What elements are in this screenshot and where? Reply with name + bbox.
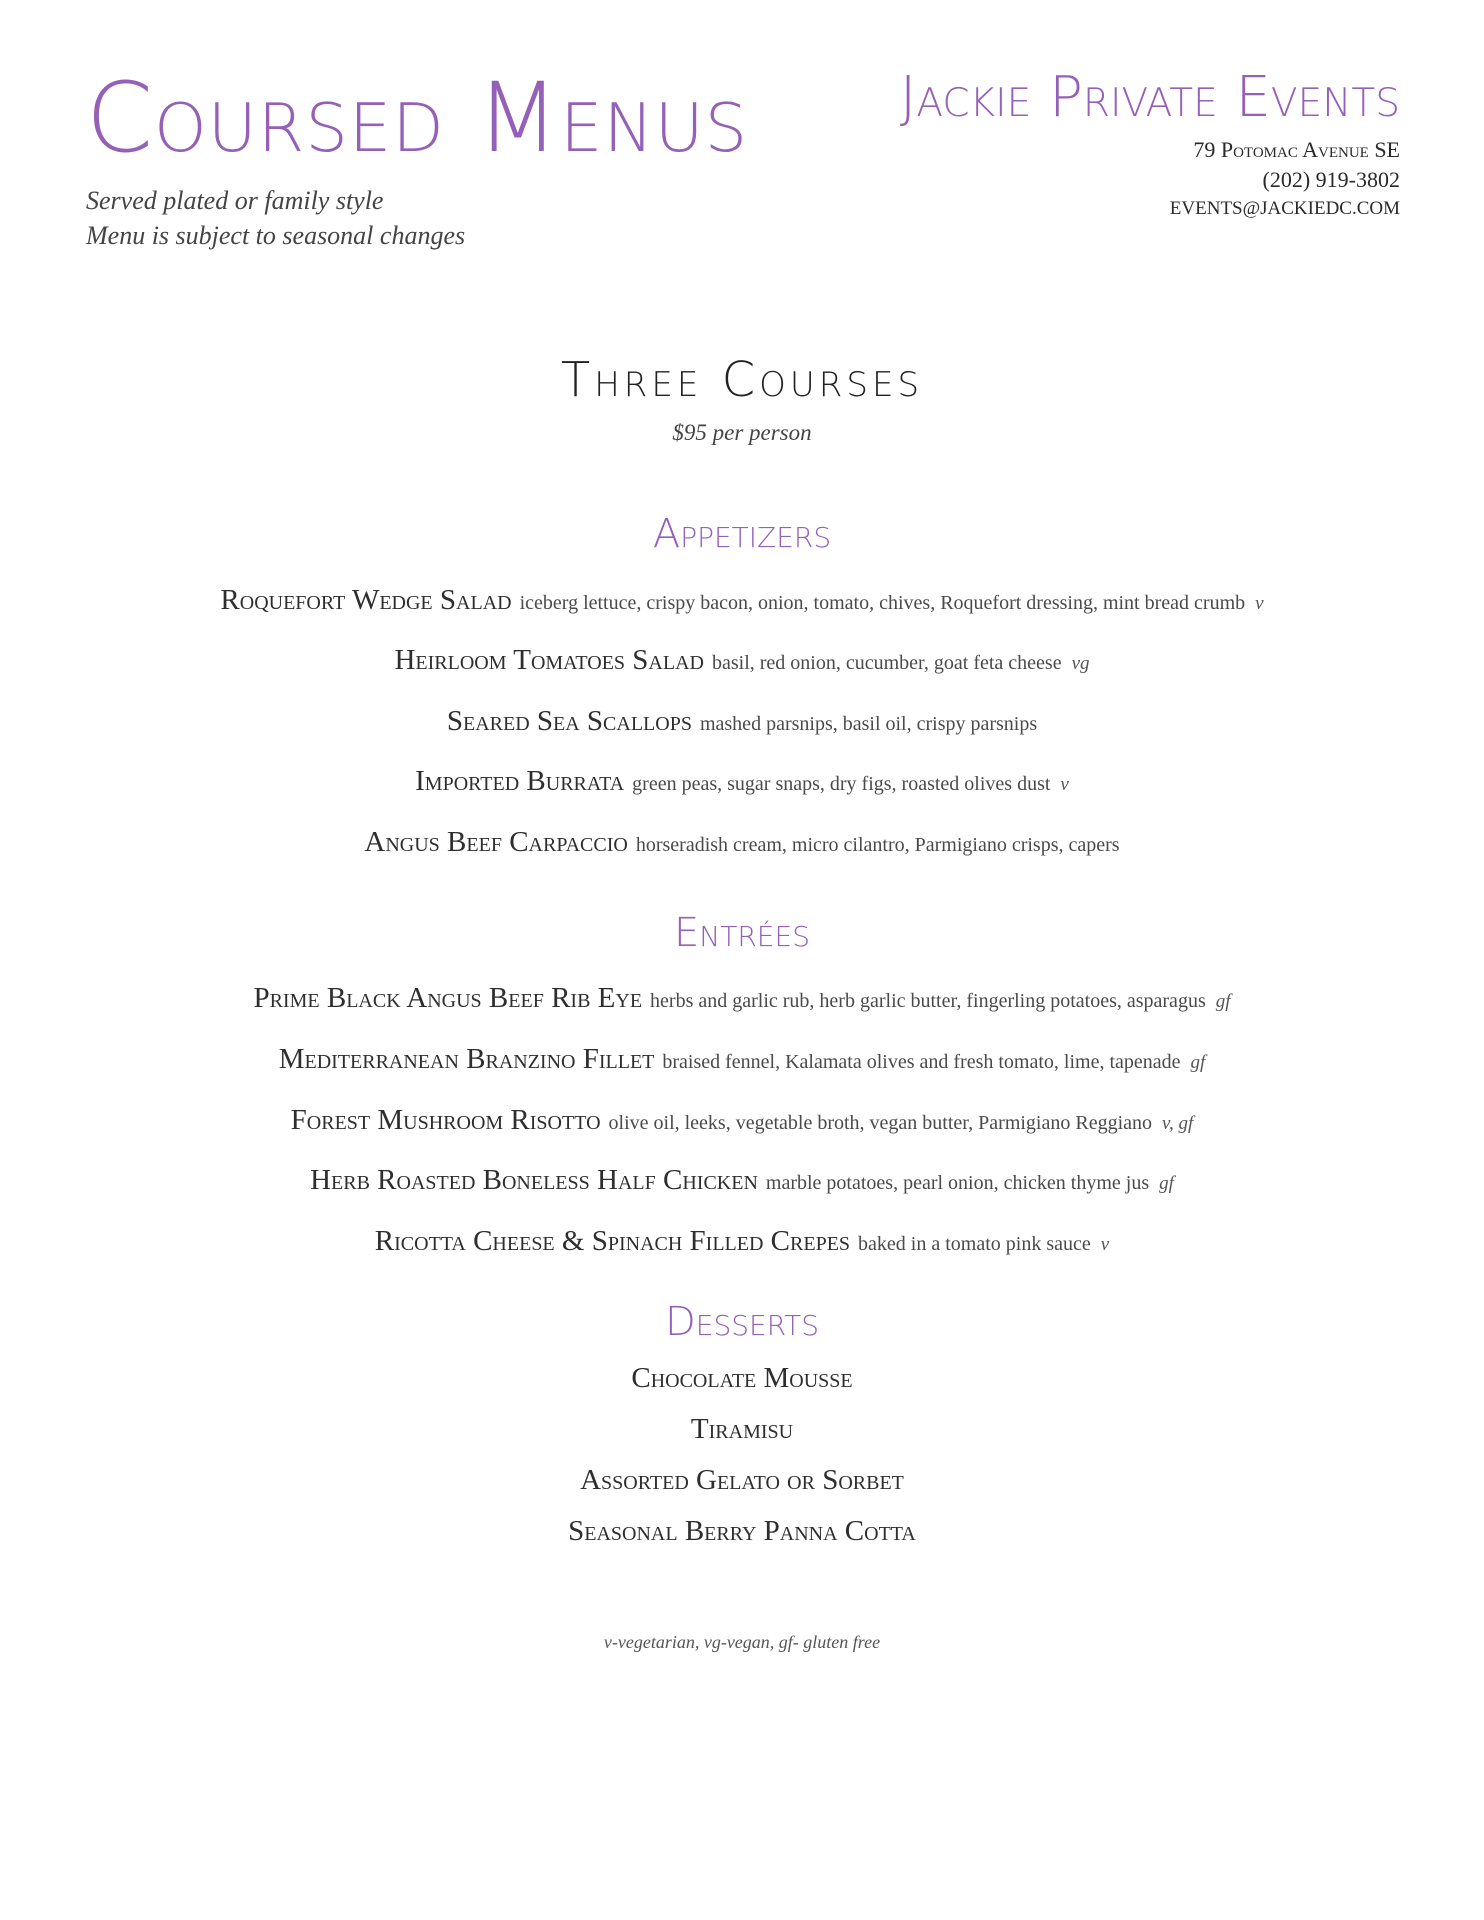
item-description: baked in a tomato pink sauce <box>858 1233 1091 1255</box>
menu-price: $95 per person <box>672 420 812 445</box>
dietary-tag: v <box>1060 774 1069 795</box>
serving-style-note: Served plated or family style <box>86 186 384 215</box>
item-name: Angus Beef Carpaccio <box>364 826 628 858</box>
entrees-heading: Entrées <box>674 910 810 956</box>
menu-item <box>0 646 1484 675</box>
item-name: Ricotta Cheese & Spinach Filled Crepes <box>374 1225 851 1257</box>
appetizers-heading: Appetizers <box>652 511 832 557</box>
dietary-tag: gf <box>1215 991 1231 1012</box>
item-description: olive oil, leeks, vegetable broth, vegan butter, Parmigiano Reggiano <box>608 1112 1153 1134</box>
dessert-item: Chocolate Mousse <box>631 1362 853 1394</box>
dietary-tag: vg <box>1071 653 1090 674</box>
dessert-item: Assorted Gelato or Sorbet <box>580 1464 904 1496</box>
dietary-tag: gf <box>1159 1173 1174 1194</box>
item-description: braised fennel, Kalamata olives and fresh tomato, lime, tapenade <box>662 1051 1181 1073</box>
item-name: Mediterranean Branzino Fillet <box>278 1043 655 1075</box>
seasonal-note: Menu is subject to seasonal changes <box>86 221 466 250</box>
menu-item <box>0 1045 1484 1074</box>
item-description: herbs and garlic rub, herb garlic butter, fingerling potatoes, asparagus <box>650 990 1206 1012</box>
dessert-item: Tiramisu <box>690 1413 794 1445</box>
brand-name: Jackie Private Events <box>899 65 1400 130</box>
page-title: Coursed Menus <box>86 62 749 174</box>
menu-item <box>0 707 1484 736</box>
item-description: marble potatoes, pearl onion, chicken thyme jus <box>765 1172 1150 1194</box>
menu-title: Three Courses <box>560 352 924 408</box>
item-description: mashed parsnips, basil oil, crispy parsnips <box>699 713 1038 735</box>
item-name: Herb Roasted Boneless Half Chicken <box>310 1164 758 1196</box>
item-description: basil, red onion, cucumber, goat feta cheese <box>711 652 1062 674</box>
dietary-tag: v, gf <box>1162 1113 1194 1134</box>
dietary-tag: gf <box>1190 1052 1206 1073</box>
brand-address: 79 Potomac Avenue SE <box>1193 137 1400 162</box>
menu-item <box>0 1227 1484 1256</box>
dessert-item: Seasonal Berry Panna Cotta <box>568 1515 916 1547</box>
item-name: Imported Burrata <box>415 765 625 797</box>
menu-item <box>0 1166 1484 1195</box>
desserts-heading: Desserts <box>664 1299 820 1345</box>
dietary-tag: v <box>1100 1234 1110 1255</box>
dietary-legend: v-vegetarian, vg-vegan, gf- gluten free <box>603 1632 881 1652</box>
brand-phone: (202) 919-3802 <box>1262 167 1400 192</box>
menu-item <box>0 984 1484 1013</box>
item-name: Roquefort Wedge Salad <box>220 584 512 616</box>
brand-email: EVENTS@JACKIEDC.COM <box>1169 198 1400 219</box>
menu-item <box>0 1106 1484 1135</box>
item-name: Heirloom Tomatoes Salad <box>394 644 704 676</box>
menu-item <box>0 586 1484 615</box>
dietary-tag: v <box>1255 593 1264 614</box>
item-description: iceberg lettuce, crispy bacon, onion, tomato, chives, Roquefort dressing, mint bread crumb <box>519 592 1246 614</box>
item-name: Seared Sea Scallops <box>446 705 692 737</box>
menu-item <box>0 767 1484 796</box>
item-name: Prime Black Angus Beef Rib Eye <box>253 982 643 1014</box>
item-description: horseradish cream, micro cilantro, Parmigiano crisps, capers <box>635 834 1120 856</box>
item-description: green peas, sugar snaps, dry figs, roasted olives dust <box>632 773 1051 795</box>
item-name: Forest Mushroom Risotto <box>290 1104 601 1136</box>
menu-item <box>0 828 1484 857</box>
